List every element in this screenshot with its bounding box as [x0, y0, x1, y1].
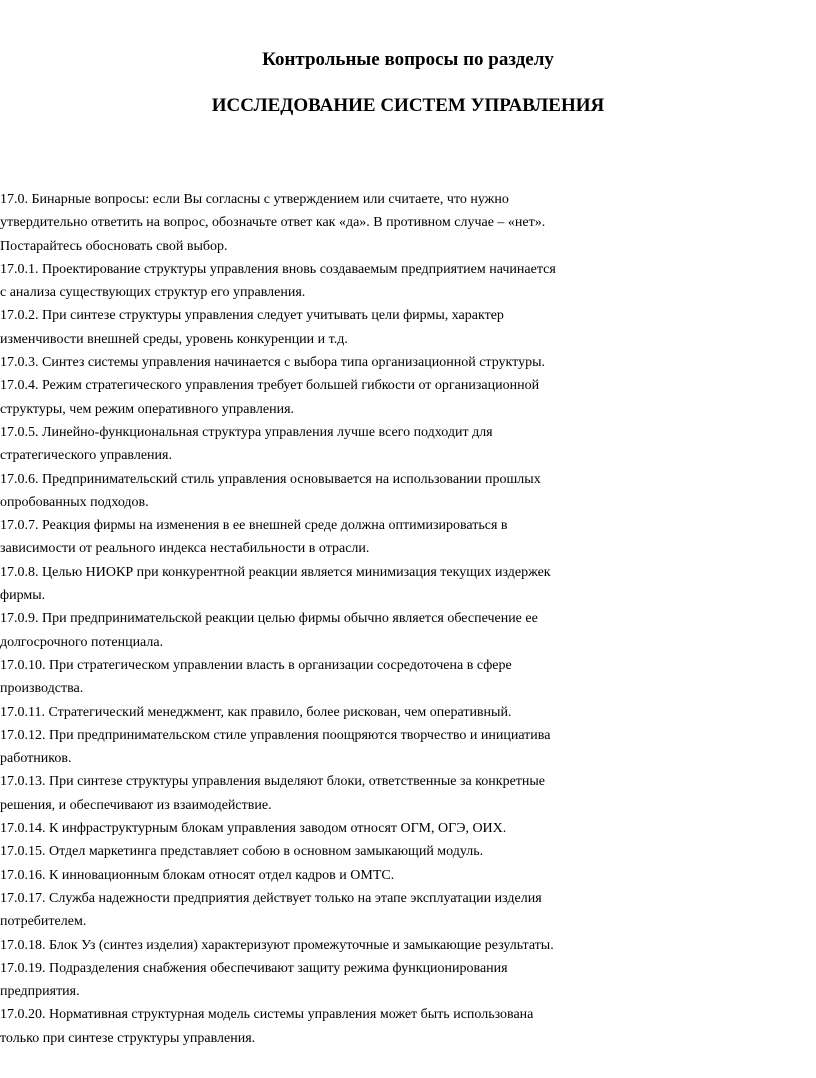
question-line: 17.0.9. При предпринимательской реакции целью фирмы обычно является обеспечение ее	[0, 611, 538, 627]
question-line: 17.0.10. При стратегическом управлении власть в организации сосредоточена в сфере	[0, 657, 512, 673]
question-line: 17.0.8. Целью НИОКР при конкурентной реакции является минимизация текущих издержек	[0, 564, 551, 580]
question-item	[0, 887, 816, 934]
question-line: фирмы.	[0, 588, 46, 604]
question-line: 17.0.15. Отдел маркетинга представляет собою в основном замыкающий модуль.	[0, 844, 484, 860]
question-item	[0, 188, 816, 258]
question-item	[0, 840, 816, 863]
question-line: 17.0.1. Проектирование структуры управления вновь создаваемым предприятием начинается	[0, 261, 556, 277]
question-item	[0, 724, 816, 771]
question-line: 17.0.16. К инновационным блокам относят отдел кадров и ОМТС.	[0, 867, 395, 883]
question-line: 17.0.4. Режим стратегического управления требует большей гибкости от организационной	[0, 378, 540, 394]
question-line: потребителем.	[0, 914, 87, 930]
question-item	[0, 258, 816, 305]
question-line: 17.0.12. При предпринимательском стиле управления поощряются творчество и инициатива	[0, 727, 551, 743]
question-line: 17.0.20. Нормативная структурная модель системы управления может быть использована	[0, 1007, 534, 1023]
document-subtitle: ИССЛЕДОВАНИЕ СИСТЕМ УПРАВЛЕНИЯ	[211, 95, 605, 116]
question-item	[0, 514, 816, 561]
question-line: 17.0.3. Синтез системы управления начинается с выбора типа организационной структуры.	[0, 355, 545, 371]
question-item	[0, 654, 816, 701]
question-item	[0, 770, 816, 817]
question-line: 17.0.11. Стратегический менеджмент, как правило, более рискован, чем оперативный.	[0, 704, 512, 720]
question-item	[0, 421, 816, 468]
question-line: Постарайтесь обосновать свой выбор.	[0, 238, 228, 254]
question-item	[0, 468, 816, 515]
question-line: 17.0.13. При синтезе структуры управления выделяют блоки, ответственные за конкретные	[0, 774, 546, 790]
question-line: 17.0.6. Предпринимательский стиль управления основывается на использовании прошлых	[0, 471, 541, 487]
question-line: зависимости от реального индекса нестабильности в отрасли.	[0, 541, 370, 557]
question-line: решения, и обеспечивают из взаимодействие.	[0, 797, 272, 813]
question-line: только при синтезе структуры управления.	[0, 1030, 256, 1046]
question-item	[0, 561, 816, 608]
question-line: 17.0.17. Служба надежности предприятия действует только на этапе эксплуатации изделия	[0, 890, 542, 906]
question-item	[0, 607, 816, 654]
question-line: 17.0.19. Подразделения снабжения обеспечивают защиту режима функционирования	[0, 960, 508, 976]
question-item	[0, 351, 816, 374]
question-list	[0, 188, 816, 1050]
question-line: структуры, чем режим оперативного управления.	[0, 401, 295, 417]
question-line: 17.0.2. При синтезе структуры управления следует учитывать цели фирмы, характер	[0, 308, 504, 324]
question-line: долгосрочного потенциала.	[0, 634, 164, 650]
question-item	[0, 374, 816, 421]
question-item	[0, 957, 816, 1004]
question-item	[0, 864, 816, 887]
question-line: опробованных подходов.	[0, 494, 149, 510]
question-item	[0, 304, 816, 351]
question-line: 17.0.14. К инфраструктурным блокам управления заводом относят ОГМ, ОГЭ, ОИХ.	[0, 821, 507, 837]
question-item	[0, 1003, 816, 1050]
document-title: Контрольные вопросы по разделу	[262, 49, 554, 70]
question-item	[0, 817, 816, 840]
question-line: 17.0.7. Реакция фирмы на изменения в ее внешней среде должна оптимизироваться в	[0, 518, 508, 534]
question-line: работников.	[0, 751, 72, 767]
question-line: производства.	[0, 681, 84, 697]
question-line: 17.0.5. Линейно-функциональная структура управления лучше всего подходит для	[0, 424, 493, 440]
question-line: 17.0.18. Блок Уз (синтез изделия) характеризуют промежуточные и замыкающие результаты.	[0, 937, 554, 953]
question-line: 17.0. Бинарные вопросы: если Вы согласны с утверждением или считаете, что нужно	[0, 192, 509, 207]
question-line: предприятия.	[0, 984, 80, 1000]
question-line: стратегического управления.	[0, 448, 172, 464]
question-line: утвердительно ответить на вопрос, обозначьте ответ как «да». В противном случае – «нет».	[0, 215, 546, 231]
question-line: с анализа существующих структур его управления.	[0, 285, 306, 301]
question-line: изменчивости внешней среды, уровень конкуренции и т.д.	[0, 331, 348, 347]
question-item	[0, 701, 816, 724]
question-item	[0, 934, 816, 957]
